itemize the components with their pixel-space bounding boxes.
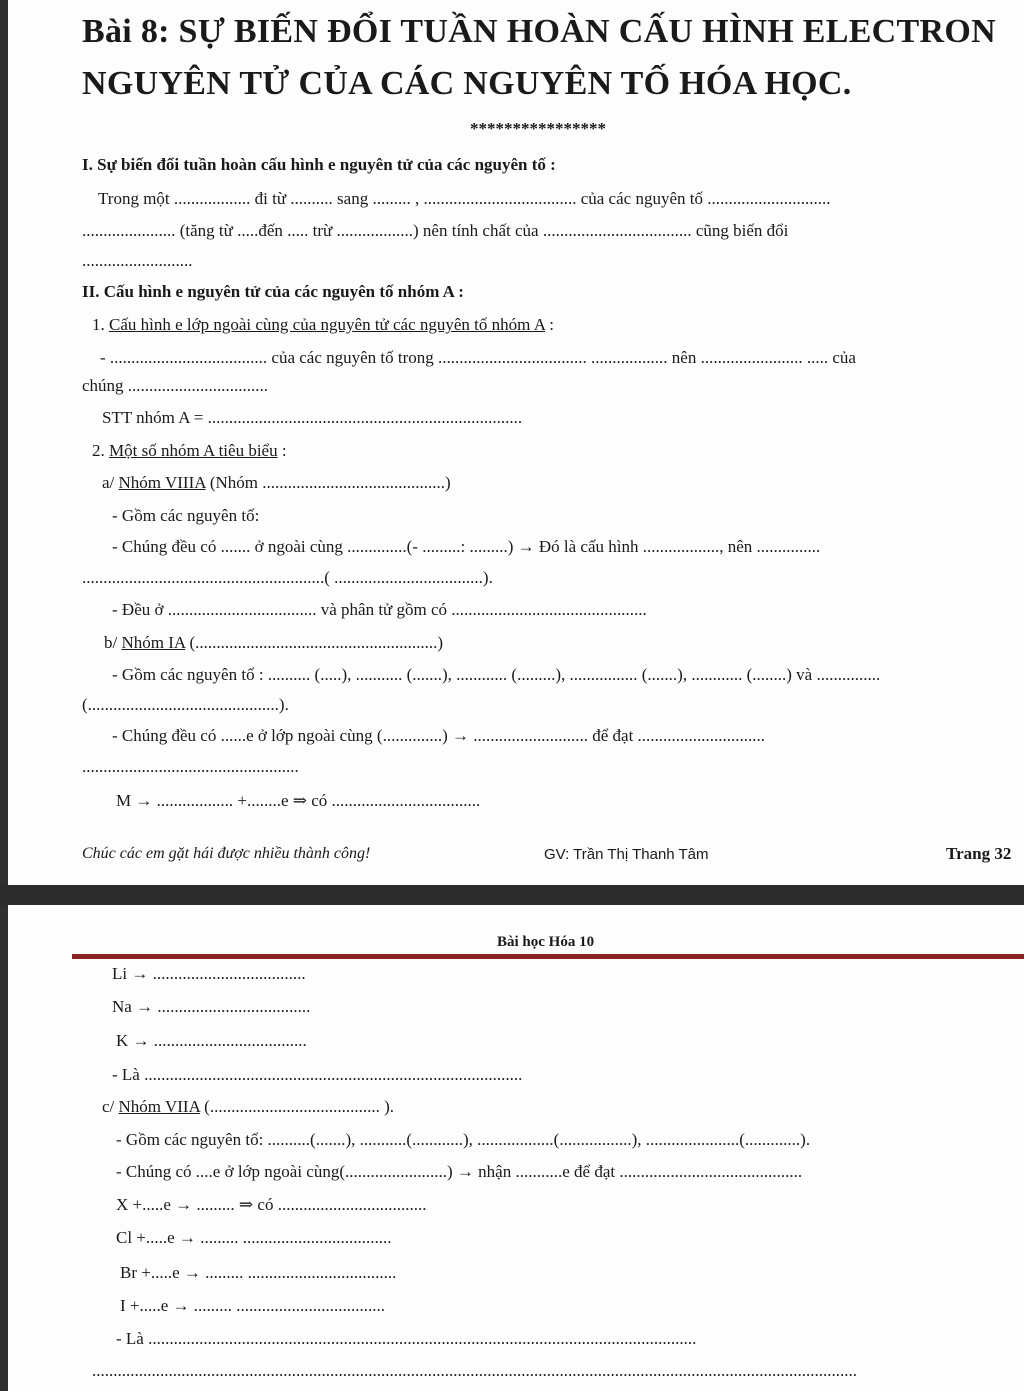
section-2-heading: II. Cấu hình e nguyên tử của các nguyên tố nhóm A : — [82, 282, 464, 301]
section-1-line-3: .......................... — [82, 251, 193, 270]
br-equation: Br +.....e → ......... ................................... — [120, 1263, 397, 1282]
i-equation: I +.....e → ......... ................................... — [120, 1296, 386, 1315]
page-gap — [0, 885, 1024, 905]
x-equation: X +.....e → ......... ⇒ có ................................... — [116, 1195, 427, 1214]
section-1-heading: I. Sự biến đổi tuần hoàn cấu hình e nguyên tử của các nguyên tố : — [82, 155, 556, 174]
bottom-dotted-line: .................................................................................................................................................................................... — [92, 1361, 857, 1380]
header-rule — [72, 954, 1024, 959]
group-c-heading: c/ Nhóm VIIA (........................................ ). — [102, 1097, 394, 1116]
group-a-line-4: - Đều ở ................................... và phân tử gồm có .............................................. — [112, 600, 647, 619]
group-b-heading: b/ Nhóm IA (.........................................................) — [104, 633, 444, 652]
na-line: Na → .................................... — [112, 997, 311, 1016]
la-line-2: - Là ................................................................................................................................. — [116, 1329, 697, 1348]
footer-teacher: GV: Trần Thị Thanh Tâm — [544, 846, 709, 863]
subsection-2-1: 1. Cấu hình e lớp ngoài cùng của nguyên tử các nguyên tố nhóm A : — [92, 315, 555, 334]
title-line-1: Bài 8: SỰ BIẾN ĐỔI TUẦN HOÀN CẤU HÌNH ELECTRON — [82, 13, 996, 50]
stt-line: STT nhóm A = .......................................................................... — [102, 408, 523, 427]
group-a-line-1: - Gồm các nguyên tố: — [112, 506, 260, 525]
cl-equation: Cl +.....e → ......... ................................... — [116, 1228, 392, 1247]
page-2-header: Bài học Hóa 10 — [497, 934, 595, 950]
group-c-line-1: - Gồm các nguyên tố: ..........(.......), ...........(............), ..................(.................), ......................(.............). — [116, 1130, 811, 1149]
group-b-line-4: ................................................... — [82, 757, 299, 776]
section-1-line-1: Trong một .................. đi từ .......... sang ......... , .................................... của các nguyên tố ............................. — [98, 189, 831, 208]
subsection-2-2: 2. Một số nhóm A tiêu biểu : — [92, 441, 287, 460]
k-line: K → .................................... — [116, 1031, 307, 1050]
subsection-2-1-title: Cấu hình e lớp ngoài cùng của nguyên tử các nguyên tố nhóm A — [109, 315, 546, 334]
footer-motto: Chúc các em gặt hái được nhiều thành công! — [82, 845, 371, 862]
footer-page-number: Trang 32 — [946, 844, 1012, 863]
group-b-title: Nhóm IA — [121, 633, 186, 652]
subsection-2-1-line-1: - ..................................... của các nguyên tố trong ................................... .................. nên ........................ ..... của — [100, 348, 856, 367]
stars-divider: **************** — [470, 119, 606, 138]
group-a-line-3: .........................................................( ...................................). — [82, 568, 493, 587]
subsection-2-2-title: Một số nhóm A tiêu biểu — [109, 441, 278, 460]
group-b-line-1: - Gồm các nguyên tố : .......... (.....), ........... (.......), ............ (.........), ................ (.......), ............ (........) và ............... — [112, 665, 881, 684]
group-b-line-3: - Chúng đều có ......e ở lớp ngoài cùng (..............) → ........................... để đạt .............................. — [112, 726, 766, 745]
group-a-line-2: - Chúng đều có ....... ở ngoài cùng ..............(- .........: .........) → Đó là cấu hình .................., nên ............... — [112, 537, 821, 556]
li-line: Li → .................................... — [112, 964, 306, 983]
group-c-title: Nhóm VIIA — [118, 1097, 200, 1116]
la-line-1: - Là ......................................................................................... — [112, 1065, 523, 1084]
group-a-heading: a/ Nhóm VIIIA (Nhóm ...........................................) — [102, 473, 451, 492]
subsection-2-1-line-2: chúng ................................. — [82, 376, 269, 395]
group-c-line-2: - Chúng có ....e ở lớp ngoài cùng(........................) → nhận ...........e để đạt ........................................... — [116, 1162, 803, 1181]
section-1-line-2: ...................... (tăng từ .....đến ..... trừ ..................) nên tính chất của ................................... cũng biến đổi — [82, 221, 789, 240]
group-a-title: Nhóm VIIIA — [118, 473, 206, 492]
group-b-equation: M → .................. +........e ⇒ có ................................... — [116, 791, 481, 810]
group-b-line-2: (.............................................). — [82, 695, 289, 714]
title-line-2: NGUYÊN TỬ CỦA CÁC NGUYÊN TỐ HÓA HỌC. — [82, 65, 852, 102]
